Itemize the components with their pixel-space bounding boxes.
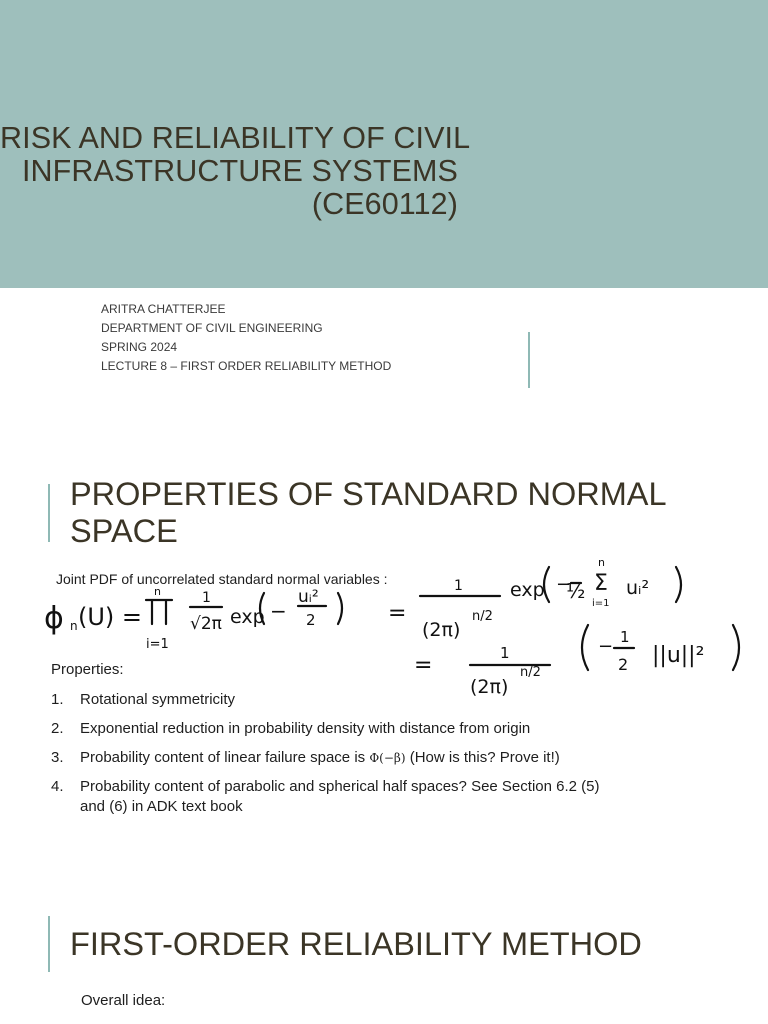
course-subtitle [101,300,391,376]
phi-subscript-n: n [70,619,78,633]
exponent-numerator: uᵢ² [298,587,319,607]
course-title-line-2: INFRASTRUCTURE SYSTEMS [21,154,458,188]
list-text-suffix: (How is this? Prove it!) [409,749,560,766]
subtitle-divider [528,332,530,388]
phi-minus-beta-symbol: Φ(−β) [369,751,406,765]
heading-line-2: SPACE [70,513,178,549]
list-item [51,777,691,817]
half-numerator: 1 [620,628,630,646]
list-number: 1. [51,691,64,708]
list-item [51,690,691,710]
slide-heading-form: FIRST-ORDER RELIABILITY METHOD [70,926,642,962]
list-number: 3. [51,749,64,766]
rhs-numerator: 1 [454,578,463,594]
paren-close-2 [676,567,681,602]
course-title-line-1: RISK AND RELIABILITY OF CIVIL [0,121,471,155]
heading-accent-bar [48,916,50,972]
department: DEPARTMENT OF CIVIL ENGINEERING [101,321,323,335]
overall-idea-label: Overall idea: [81,992,166,1009]
rhs2-power: n/2 [520,665,541,680]
joint-pdf-intro: Joint PDF of uncorrelated standard normal variables : [56,571,388,587]
semester: SPRING 2024 [101,340,178,354]
half-denominator: 2 [618,655,629,674]
paren-open-2 [544,567,549,602]
rhs2-numerator: 1 [500,644,510,662]
exponent-denominator: 2 [306,611,316,629]
minus-sign-1: − [270,599,287,623]
list-text: Probability content of linear failure space is [80,749,366,766]
slide-heading-properties [70,476,667,550]
course-code: (CE60112) [311,187,458,221]
author-name: ARITRA CHATTERJEE [101,302,226,316]
paren-open-3 [582,625,588,670]
paren-open-1 [260,593,264,624]
phi-symbol: ϕ [44,601,64,636]
list-text: Rotational symmetricity [80,691,236,708]
fraction-1-numerator: 1 [202,590,211,606]
fraction-1-denominator: √2π [190,614,222,634]
properties-label: Properties: [51,661,124,678]
equals-sign-2: = [414,653,433,678]
product-symbol-stroke [146,600,172,624]
sum-upper-n: n [598,556,605,569]
lecture-name: LECTURE 8 – FIRST ORDER RELIABILITY METHOD [101,359,392,373]
exp-label-2: exp [510,579,545,601]
rhs-power: n/2 [472,609,493,624]
list-item [51,719,691,739]
product-lower: i=1 [146,637,169,652]
paren-close-1 [338,593,342,624]
list-number: 2. [51,720,64,737]
half-fraction-1: ½ [566,579,586,603]
course-title [0,121,471,221]
sum-symbol: Σ [594,571,608,596]
product-upper-n: n [154,585,161,598]
equals-sign-1: = [388,601,407,626]
norm-u-squared: ||u||² [652,643,705,668]
list-item [51,748,691,768]
list-text-line-2: and (6) in ADK text book [80,798,243,815]
paren-close-3 [733,625,739,670]
list-text-line-1: Probability content of parabolic and spherical half spaces? See Section 6.2 (5) [80,778,600,795]
rhs-denominator: (2π) [422,619,461,641]
sum-lower: i=1 [592,598,610,609]
sum-term: uᵢ² [626,577,650,599]
minus-sign-2: − [556,574,572,595]
heading-line-1: PROPERTIES OF STANDARD NORMAL [70,476,667,512]
minus-sign-3: − [598,636,614,657]
phi-argument: (U) = [78,603,143,631]
list-number: 4. [51,778,64,795]
properties-list [51,690,691,826]
rhs2-denominator: (2π) [470,676,509,698]
heading-accent-bar [48,484,50,542]
list-text: Exponential reduction in probability density with distance from origin [80,720,531,737]
exp-label-1: exp [230,606,265,628]
